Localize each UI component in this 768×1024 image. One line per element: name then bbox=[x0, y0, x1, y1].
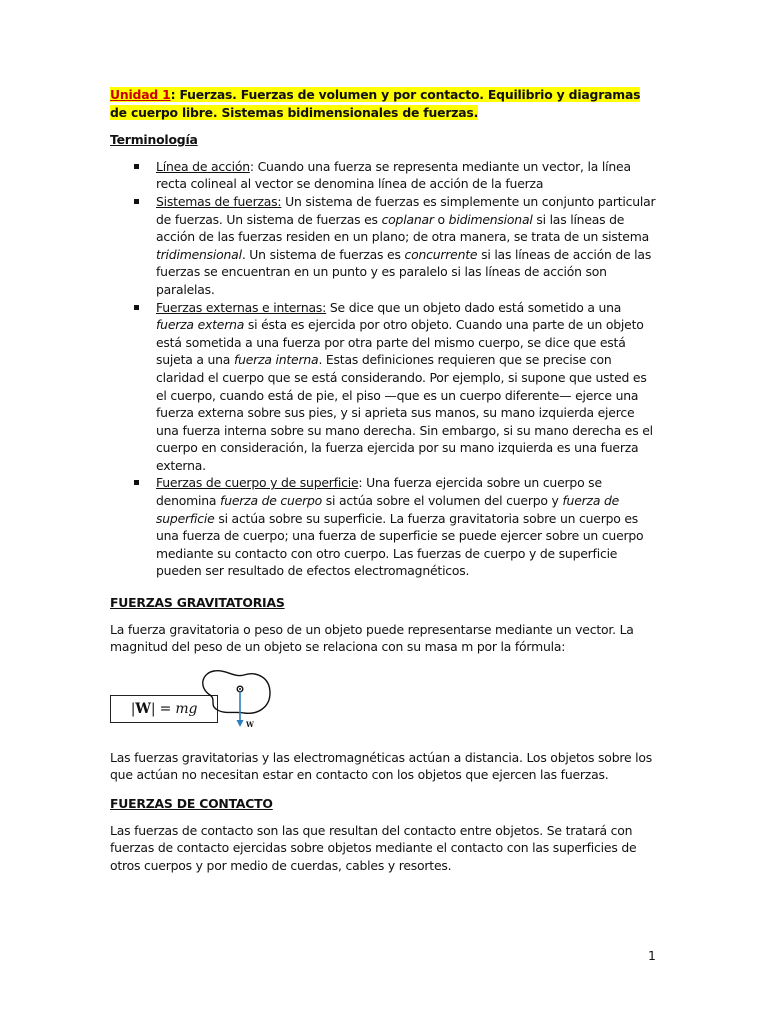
body-weight-diagram bbox=[200, 667, 290, 741]
emphasized-term: coplanar bbox=[381, 211, 434, 227]
description-text: : Una fuerza ejercida sobre un cuerpo se denomina bbox=[156, 475, 602, 509]
term-label: Fuerzas de cuerpo y de superficie bbox=[156, 475, 359, 491]
term-description bbox=[156, 300, 653, 473]
square-bullet-icon bbox=[134, 480, 139, 485]
square-bullet-icon bbox=[134, 164, 139, 169]
description-text: : Cuando una fuerza se representa mediante un vector, la línea recta colineal al vector se denomina línea de acción de la fuerza bbox=[156, 158, 631, 192]
term-description bbox=[156, 475, 643, 578]
description-text: si actúa sobre el volumen del cuerpo y bbox=[322, 493, 563, 509]
gravitational-intro: La fuerza gravitatoria o peso de un objeto puede representarse mediante un vector. La magnitud del peso de un objeto se relaciona con su masa m por la fórmula: bbox=[110, 621, 634, 655]
description-text: Un sistema de fuerzas es simplemente un conjunto particular de fuerzas. Un sistema de fuerzas es bbox=[156, 193, 656, 227]
list-item bbox=[110, 474, 658, 580]
emphasized-term: bidimensional bbox=[448, 211, 533, 227]
term-description bbox=[156, 194, 655, 297]
unit-title: Fuerzas. Fuerzas de volumen y por contacto. Equilibrio y diagramas de cuerpo libre. Sistemas bidimensionales de fuerzas. bbox=[110, 87, 641, 120]
emphasized-term: fuerza externa bbox=[156, 317, 245, 333]
document-page bbox=[110, 86, 658, 885]
unit-separator: : bbox=[170, 87, 176, 102]
contact-title: FUERZAS DE CONTACTO bbox=[110, 796, 273, 811]
unit-heading-highlight bbox=[110, 87, 640, 120]
vector-label: W bbox=[246, 719, 254, 729]
list-item bbox=[110, 299, 658, 475]
formula-eq: = bbox=[155, 700, 176, 717]
arrow-head-icon bbox=[237, 720, 244, 727]
formula-rhs: mg bbox=[175, 700, 198, 717]
list-item bbox=[110, 193, 658, 299]
term-label: Sistemas de fuerzas: bbox=[156, 193, 282, 209]
description-text: si las líneas de acción de las fuerzas residen en un plano; de otra manera, se trata de un sistema bbox=[156, 211, 649, 245]
description-text: Se dice que un objeto dado está sometido a una bbox=[326, 299, 622, 315]
page-number: 1 bbox=[648, 948, 656, 963]
formula-lhs: W bbox=[135, 700, 151, 717]
weight-formula-box: |W| = mg bbox=[110, 695, 218, 723]
emphasized-term: concurrente bbox=[404, 246, 478, 262]
term-label: Línea de acción bbox=[156, 158, 250, 174]
term-label: Fuerzas externas e internas: bbox=[156, 299, 327, 315]
gravitational-outro: Las fuerzas gravitatorias y las electromagnéticas actúan a distancia. Los objetos sobre los que actúan no necesitan estar en contacto con los objetos que ejercen las fuerzas. bbox=[110, 749, 653, 783]
square-bullet-icon bbox=[134, 305, 139, 310]
description-text: si actúa sobre su superficie. La fuerza gravitatoria sobre un cuerpo es una fuerza de cuerpo; una fuerza de superficie se puede ejercer sobre un cuerpo mediante su contacto con otro cuerpo. Las fuerzas de cuerpo y de superficie pueden ser resultado de efectos electromagnéticos. bbox=[156, 510, 644, 579]
description-text: si ésta es ejercida por otro objeto. Cuando una parte de un objeto está sometida a una fuerza por otra parte del mismo cuerpo, se dice que está sujeta a una bbox=[156, 317, 644, 368]
description-text: o bbox=[433, 211, 449, 227]
weight-figure bbox=[110, 667, 658, 741]
emphasized-term: fuerza interna bbox=[233, 352, 319, 368]
emphasized-term: fuerza de superficie bbox=[156, 493, 620, 526]
list-item bbox=[110, 158, 658, 193]
contact-text: Las fuerzas de contacto son las que resultan del contacto entre objetos. Se tratará con fuerzas de contacto ejercidas sobre objetos mediante el contacto con las superficies de otros cuerpos y por medio de cuerdas, cables y resortes. bbox=[110, 822, 637, 873]
emphasized-term: fuerza de cuerpo bbox=[220, 493, 323, 509]
description-text: . Estas definiciones requieren que se precise con claridad el cuerpo que se está considerando. Por ejemplo, si supone que usted es el cuerpo, cuando está de pie, el piso —que es un cuerpo diferente— ejerce una fuerza externa sobre sus pies, y si aprieta sus manos, su mano izquierda ejerce una fuerza interna sobre su mano derecha. Sin embargo, si su mano derecha es el cuerpo en consideración, la fuerza ejercida por su mano izquierda es una fuerza externa. bbox=[156, 352, 653, 473]
body-outline bbox=[203, 671, 270, 714]
emphasized-term: tridimensional bbox=[156, 246, 242, 262]
description-text: si las líneas de acción de las fuerzas se encuentran en un punto y es paralelo si las líneas de acción son paralelas. bbox=[156, 246, 652, 297]
unit-heading bbox=[110, 86, 658, 121]
description-text: . Un sistema de fuerzas es bbox=[241, 246, 405, 262]
unit-label: Unidad 1 bbox=[110, 87, 171, 102]
square-bullet-icon bbox=[134, 199, 139, 204]
terminology-list bbox=[110, 158, 658, 580]
gravitational-title: FUERZAS GRAVITATORIAS bbox=[110, 595, 285, 611]
terminology-title: Terminología bbox=[110, 132, 198, 148]
